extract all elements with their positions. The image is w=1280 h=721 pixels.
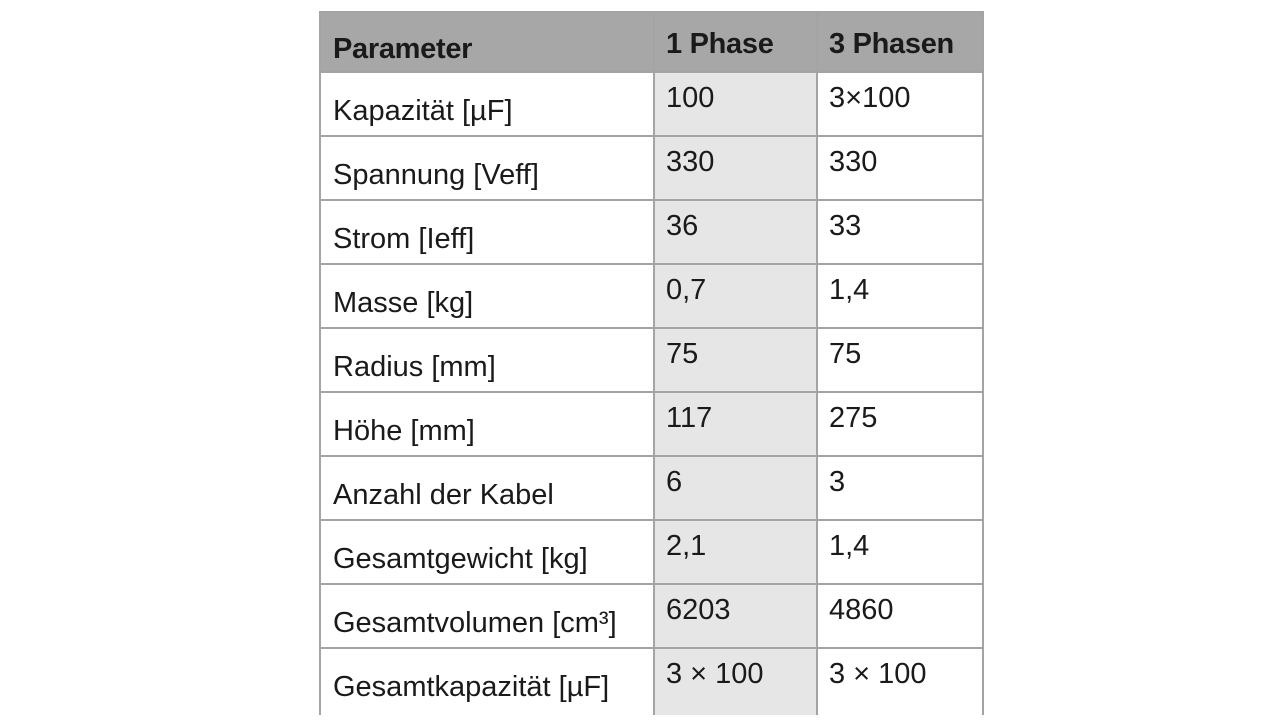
value-1-phase-cell: 0,7 (654, 264, 817, 328)
value-3-phasen-cell: 275 (817, 392, 983, 456)
table-row (320, 584, 983, 648)
value-3-phasen-cell: 1,4 (817, 264, 983, 328)
value-3-phasen-cell: 330 (817, 136, 983, 200)
value-3-phasen-cell: 75 (817, 328, 983, 392)
table-row (320, 520, 983, 584)
param-cell: Kapazität [µF] (320, 72, 654, 136)
value-1-phase-cell: 3 × 100 (654, 648, 817, 715)
value-1-phase-cell: 2,1 (654, 520, 817, 584)
header-parameter: Parameter (320, 12, 654, 72)
table-header-row (320, 12, 983, 72)
value-1-phase-cell: 75 (654, 328, 817, 392)
table-row (320, 392, 983, 456)
header-1-phase: 1 Phase (654, 12, 817, 72)
table-row (320, 264, 983, 328)
table-row (320, 72, 983, 136)
value-1-phase-cell: 6203 (654, 584, 817, 648)
parameter-table-container (319, 11, 982, 715)
param-cell: Spannung [Veff] (320, 136, 654, 200)
param-cell: Gesamtkapazität [µF] (320, 648, 654, 715)
param-cell: Masse [kg] (320, 264, 654, 328)
table-row (320, 456, 983, 520)
header-3-phasen: 3 Phasen (817, 12, 983, 72)
value-3-phasen-cell: 33 (817, 200, 983, 264)
table-row (320, 328, 983, 392)
value-1-phase-cell: 117 (654, 392, 817, 456)
table-row (320, 648, 983, 715)
value-3-phasen-cell: 3 (817, 456, 983, 520)
param-cell: Radius [mm] (320, 328, 654, 392)
value-1-phase-cell: 100 (654, 72, 817, 136)
value-3-phasen-cell: 3 × 100 (817, 648, 983, 715)
value-3-phasen-cell: 3×100 (817, 72, 983, 136)
param-cell: Anzahl der Kabel (320, 456, 654, 520)
value-1-phase-cell: 6 (654, 456, 817, 520)
value-3-phasen-cell: 1,4 (817, 520, 983, 584)
param-cell: Gesamtvolumen [cm³] (320, 584, 654, 648)
value-3-phasen-cell: 4860 (817, 584, 983, 648)
value-1-phase-cell: 330 (654, 136, 817, 200)
param-cell: Strom [Ieff] (320, 200, 654, 264)
table-row (320, 136, 983, 200)
parameter-table (319, 11, 984, 715)
param-cell: Höhe [mm] (320, 392, 654, 456)
table-row (320, 200, 983, 264)
value-1-phase-cell: 36 (654, 200, 817, 264)
param-cell: Gesamtgewicht [kg] (320, 520, 654, 584)
